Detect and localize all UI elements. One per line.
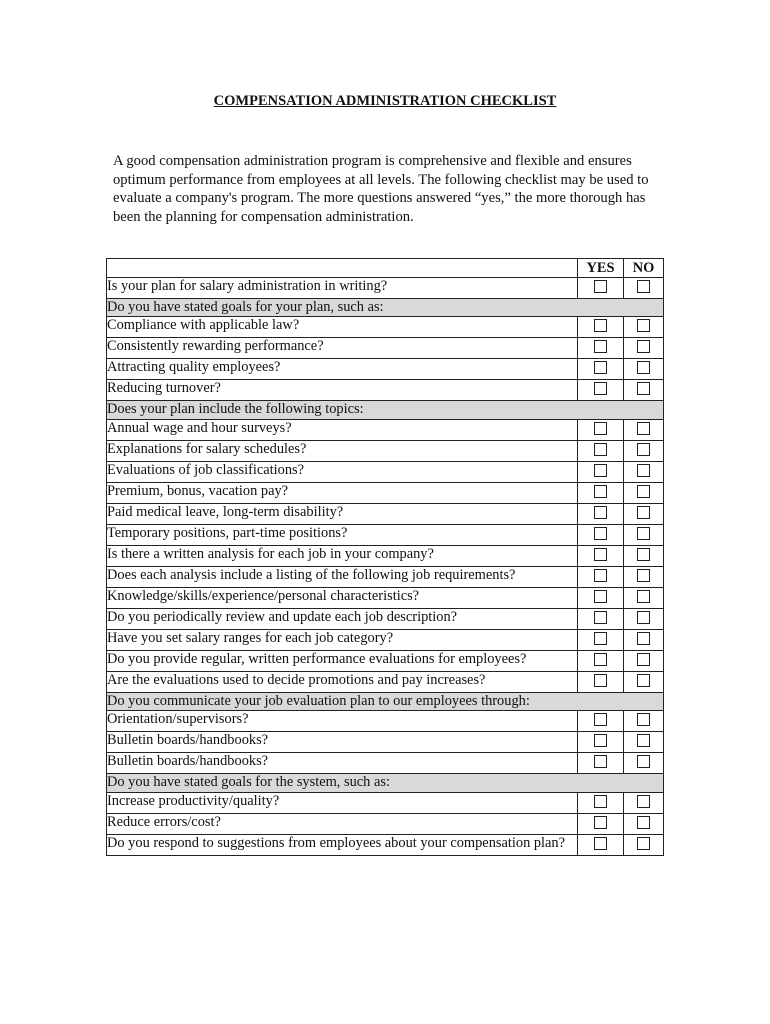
question-text: Orientation/supervisors?: [107, 711, 578, 732]
header-no: NO: [624, 259, 664, 278]
yes-checkbox[interactable]: [594, 319, 607, 332]
question-text: Do you respond to suggestions from employees about your compensation plan?: [107, 834, 578, 855]
no-checkbox[interactable]: [637, 653, 650, 666]
no-cell: [624, 711, 664, 732]
no-cell: [624, 587, 664, 608]
question-text: Does each analysis include a listing of the following job requirements?: [107, 566, 578, 587]
yes-checkbox[interactable]: [594, 837, 607, 850]
yes-checkbox[interactable]: [594, 340, 607, 353]
no-cell: [624, 608, 664, 629]
yes-cell: [578, 461, 624, 482]
no-checkbox[interactable]: [637, 506, 650, 519]
checklist-row: [107, 461, 664, 482]
checklist-row: [107, 608, 664, 629]
no-cell: [624, 753, 664, 774]
yes-cell: [578, 711, 624, 732]
yes-cell: [578, 524, 624, 545]
yes-checkbox[interactable]: [594, 755, 607, 768]
yes-checkbox[interactable]: [594, 382, 607, 395]
no-checkbox[interactable]: [637, 319, 650, 332]
no-checkbox[interactable]: [637, 590, 650, 603]
yes-cell: [578, 671, 624, 692]
yes-cell: [578, 566, 624, 587]
no-checkbox[interactable]: [637, 816, 650, 829]
checklist-table: [106, 258, 664, 856]
no-cell: [624, 317, 664, 338]
intro-text: A good compensation administration program is comprehensive and flexible and ensures optimum performance from employees at all levels. The following checklist may be used to evaluate a company's program. The more questions answered “yes,” the more thorough has been the planning for compensation administration.: [113, 153, 649, 225]
yes-cell: [578, 338, 624, 359]
question-text: Bulletin boards/handbooks?: [107, 753, 578, 774]
checklist-row: [107, 278, 664, 299]
checklist-row: [107, 711, 664, 732]
no-cell: [624, 650, 664, 671]
question-text: Paid medical leave, long-term disability?: [107, 503, 578, 524]
yes-cell: [578, 732, 624, 753]
yes-cell: [578, 278, 624, 299]
yes-cell: [578, 359, 624, 380]
no-cell: [624, 813, 664, 834]
no-checkbox[interactable]: [637, 837, 650, 850]
no-cell: [624, 524, 664, 545]
yes-checkbox[interactable]: [594, 569, 607, 582]
checklist-row: [107, 834, 664, 855]
yes-cell: [578, 753, 624, 774]
checklist-row: [107, 732, 664, 753]
yes-checkbox[interactable]: [594, 527, 607, 540]
no-cell: [624, 792, 664, 813]
no-checkbox[interactable]: [637, 795, 650, 808]
no-cell: [624, 338, 664, 359]
question-text: Reduce errors/cost?: [107, 813, 578, 834]
checklist-row: [107, 380, 664, 401]
yes-cell: [578, 834, 624, 855]
yes-checkbox[interactable]: [594, 422, 607, 435]
section-header-row: [107, 299, 664, 317]
yes-checkbox[interactable]: [594, 653, 607, 666]
no-cell: [624, 503, 664, 524]
checklist-row: [107, 813, 664, 834]
question-text: Premium, bonus, vacation pay?: [107, 482, 578, 503]
yes-checkbox[interactable]: [594, 506, 607, 519]
no-cell: [624, 545, 664, 566]
yes-cell: [578, 503, 624, 524]
question-text: Temporary positions, part-time positions?: [107, 524, 578, 545]
no-checkbox[interactable]: [637, 443, 650, 456]
no-cell: [624, 482, 664, 503]
checklist-row: [107, 524, 664, 545]
no-checkbox[interactable]: [637, 527, 650, 540]
question-text: Attracting quality employees?: [107, 359, 578, 380]
question-text: Bulletin boards/handbooks?: [107, 732, 578, 753]
section-label: Do you communicate your job evaluation plan to our employees through:: [107, 692, 664, 710]
question-text: Consistently rewarding performance?: [107, 338, 578, 359]
checklist-row: [107, 629, 664, 650]
yes-checkbox[interactable]: [594, 280, 607, 293]
checklist-row: [107, 545, 664, 566]
yes-cell: [578, 380, 624, 401]
no-checkbox[interactable]: [637, 755, 650, 768]
no-checkbox[interactable]: [637, 734, 650, 747]
section-label: Does your plan include the following topics:: [107, 401, 664, 419]
no-cell: [624, 629, 664, 650]
no-cell: [624, 732, 664, 753]
yes-cell: [578, 545, 624, 566]
checklist-row: [107, 792, 664, 813]
yes-checkbox[interactable]: [594, 795, 607, 808]
no-checkbox[interactable]: [637, 632, 650, 645]
question-text: Is there a written analysis for each job in your company?: [107, 545, 578, 566]
checklist-row: [107, 359, 664, 380]
yes-checkbox[interactable]: [594, 611, 607, 624]
no-checkbox[interactable]: [637, 548, 650, 561]
yes-checkbox[interactable]: [594, 464, 607, 477]
document-title: COMPENSATION ADMINISTRATION CHECKLIST: [213, 93, 557, 109]
no-checkbox[interactable]: [637, 569, 650, 582]
yes-cell: [578, 440, 624, 461]
no-cell: [624, 834, 664, 855]
question-text: Increase productivity/quality?: [107, 792, 578, 813]
yes-checkbox[interactable]: [594, 674, 607, 687]
no-cell: [624, 278, 664, 299]
yes-checkbox[interactable]: [594, 734, 607, 747]
section-label: Do you have stated goals for your plan, such as:: [107, 299, 664, 317]
no-checkbox[interactable]: [637, 485, 650, 498]
yes-cell: [578, 813, 624, 834]
question-text: Do you periodically review and update each job description?: [107, 608, 578, 629]
no-checkbox[interactable]: [637, 464, 650, 477]
question-text: Compliance with applicable law?: [107, 317, 578, 338]
no-cell: [624, 380, 664, 401]
yes-cell: [578, 482, 624, 503]
yes-cell: [578, 587, 624, 608]
section-header-row: [107, 774, 664, 792]
header-yes: YES: [578, 259, 624, 278]
checklist-row: [107, 482, 664, 503]
no-cell: [624, 461, 664, 482]
checklist-body: [107, 278, 664, 856]
no-cell: [624, 359, 664, 380]
no-cell: [624, 440, 664, 461]
no-checkbox[interactable]: [637, 280, 650, 293]
yes-cell: [578, 608, 624, 629]
question-text: Reducing turnover?: [107, 380, 578, 401]
yes-cell: [578, 419, 624, 440]
checklist-row: [107, 419, 664, 440]
yes-checkbox[interactable]: [594, 816, 607, 829]
checklist-row: [107, 317, 664, 338]
no-checkbox[interactable]: [637, 422, 650, 435]
no-checkbox[interactable]: [637, 713, 650, 726]
checklist-row: [107, 671, 664, 692]
no-checkbox[interactable]: [637, 340, 650, 353]
yes-checkbox[interactable]: [594, 713, 607, 726]
question-text: Are the evaluations used to decide promotions and pay increases?: [107, 671, 578, 692]
no-cell: [624, 671, 664, 692]
checklist-row: [107, 566, 664, 587]
no-cell: [624, 419, 664, 440]
question-text: Is your plan for salary administration in writing?: [107, 278, 578, 299]
yes-checkbox[interactable]: [594, 590, 607, 603]
yes-checkbox[interactable]: [594, 485, 607, 498]
checklist-row: [107, 440, 664, 461]
question-text: Have you set salary ranges for each job category?: [107, 629, 578, 650]
question-text: Evaluations of job classifications?: [107, 461, 578, 482]
checklist-row: [107, 338, 664, 359]
yes-checkbox[interactable]: [594, 443, 607, 456]
yes-checkbox[interactable]: [594, 548, 607, 561]
checklist-row: [107, 587, 664, 608]
yes-cell: [578, 629, 624, 650]
question-text: Knowledge/skills/experience/personal characteristics?: [107, 587, 578, 608]
question-text: Explanations for salary schedules?: [107, 440, 578, 461]
checklist-row: [107, 650, 664, 671]
no-checkbox[interactable]: [637, 611, 650, 624]
yes-checkbox[interactable]: [594, 361, 607, 374]
intro-paragraph: [113, 152, 673, 226]
yes-cell: [578, 792, 624, 813]
no-checkbox[interactable]: [637, 674, 650, 687]
yes-cell: [578, 650, 624, 671]
header-question-column: [107, 259, 578, 278]
no-cell: [624, 566, 664, 587]
checklist-row: [107, 503, 664, 524]
yes-cell: [578, 317, 624, 338]
section-header-row: [107, 401, 664, 419]
no-checkbox[interactable]: [637, 361, 650, 374]
question-text: Annual wage and hour surveys?: [107, 419, 578, 440]
table-header-row: [107, 259, 664, 278]
no-checkbox[interactable]: [637, 382, 650, 395]
yes-checkbox[interactable]: [594, 632, 607, 645]
question-text: Do you provide regular, written performance evaluations for employees?: [107, 650, 578, 671]
checklist-row: [107, 753, 664, 774]
section-header-row: [107, 692, 664, 710]
section-label: Do you have stated goals for the system, such as:: [107, 774, 664, 792]
